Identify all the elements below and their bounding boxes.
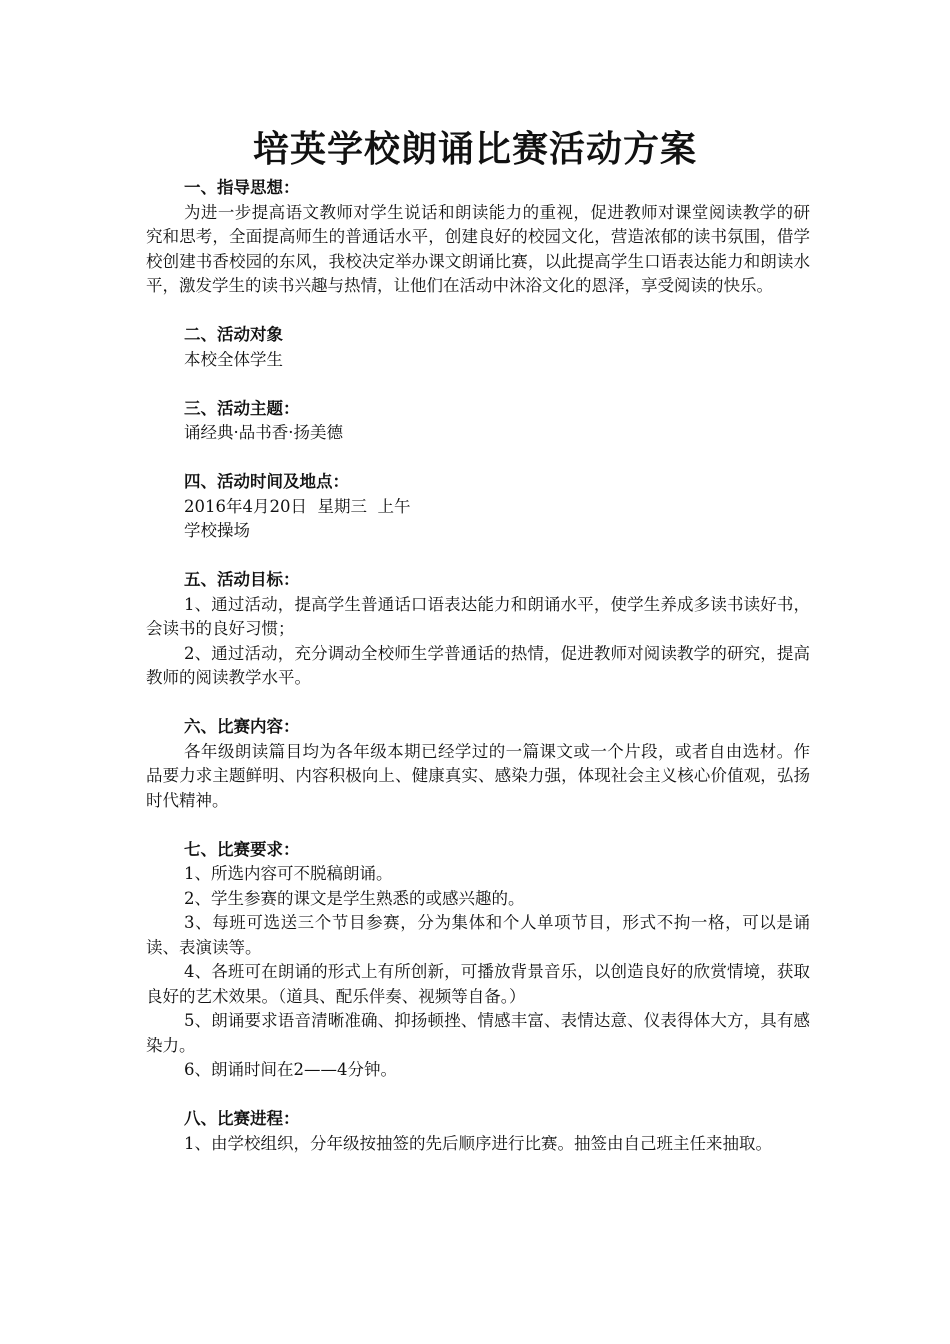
section-heading-time-place: 四、活动时间及地点： <box>184 472 349 491</box>
section-heading-requirements: 七、比赛要求： <box>184 839 300 859</box>
requirement-item: 3、每班可选送三个节目参赛，分为集体和个人单项节目，形式不拘一格，可以是诵读、表演读等。 <box>146 913 810 957</box>
requirement-item: 5、朗诵要求语音清晰准确、抑扬顿挫、情感丰富、表情达意、仪表得体大方，具有感染力。 <box>146 1011 810 1055</box>
event-time: 2016年4月20日 星期三 上午 <box>184 496 411 516</box>
goal-item: 1、通过活动，提高学生普通话口语表达能力和朗诵水平，使学生养成多读书读好书，会读书的良好习惯； <box>146 594 810 638</box>
document-body <box>146 176 810 1156</box>
section-heading-goals: 五、活动目标： <box>184 570 300 589</box>
section-heading-theme: 三、活动主题： <box>184 398 300 418</box>
process-item: 1、由学校组织，分年级按抽签的先后顺序进行比赛。抽签由自己班主任来抽取。 <box>184 1133 772 1153</box>
section-body-guiding-ideology: 为进一步提高语文教师对学生说话和朗读能力的重视，促进教师对课堂阅读教学的研究和思考，全面提高师生的普通话水平，创建良好的校园文化，营造浓郁的读书氛围，借学校创建书香校园的东风，我校决定举办课文朗诵比赛，以此提高学生口语表达能力和朗读水平，激发学生的读书兴趣与热情，让他们在活动中沐浴文化的恩泽，享受阅读的快乐。 <box>146 202 810 295</box>
section-heading-content: 六、比赛内容： <box>184 717 300 736</box>
requirement-item: 2、学生参赛的课文是学生熟悉的或感兴趣的。 <box>184 888 525 908</box>
section-body-theme: 诵经典·品书香·扬美德 <box>184 423 343 442</box>
section-heading-guiding-ideology: 一、指导思想： <box>184 178 300 197</box>
goal-item: 2、通过活动，充分调动全校师生学普通话的热情，促进教师对阅读教学的研究，提高教师的阅读教学水平。 <box>146 643 810 687</box>
requirement-item: 6、朗诵时间在2——4分钟。 <box>184 1060 397 1079</box>
section-body-content: 各年级朗读篇目均为各年级本期已经学过的一篇课文或一个片段，或者自由选材。作品要力求主题鲜明、内容积极向上、健康真实、感染力强，体现社会主义核心价值观，弘扬时代精神。 <box>146 741 810 810</box>
section-body-participants: 本校全体学生 <box>184 349 283 369</box>
section-heading-process: 八、比赛进程： <box>184 1109 300 1128</box>
section-heading-participants: 二、活动对象 <box>184 325 283 344</box>
requirement-item: 1、所选内容可不脱稿朗诵。 <box>184 864 393 883</box>
requirement-item: 4、各班可在朗诵的形式上有所创新，可播放背景音乐，以创造良好的欣赏情境，获取良好的艺术效果。（道具、配乐伴奏、视频等自备。） <box>146 962 810 1006</box>
document-title: 培英学校朗诵比赛活动方案 <box>252 129 697 170</box>
event-place: 学校操场 <box>184 521 250 540</box>
